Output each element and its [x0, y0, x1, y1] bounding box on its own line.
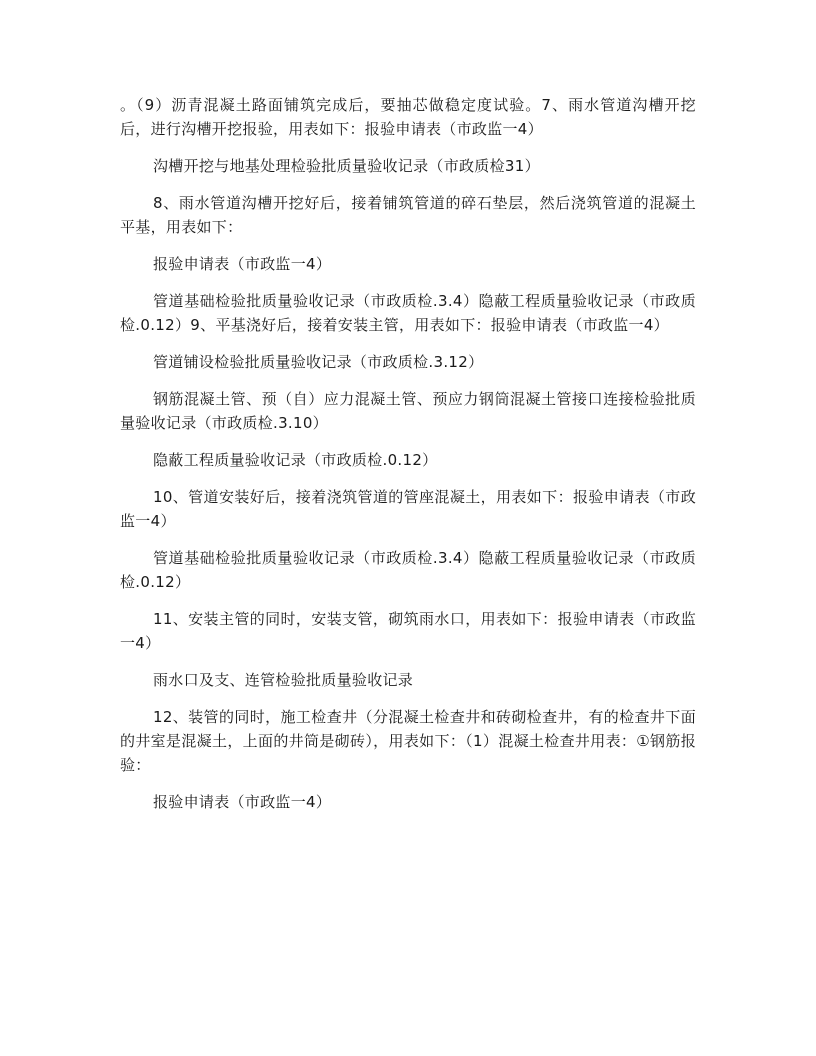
paragraph-foundation-hidden-record: 管道基础检验批质量验收记录（市政质检.3.4）隐蔽工程质量验收记录（市政质检.0.12） [120, 549, 696, 591]
paragraph-asphalt-test: 。（9）沥青混凝土路面铺筑完成后，要抽芯做稳定度试验。7、雨水管道沟槽开挖后，进行沟槽开挖报验，用表如下：报验申请表（市政监一4） [120, 96, 696, 138]
paragraph-pipe-foundation-step-9: 管道基础检验批质量验收记录（市政质检.3.4）隐蔽工程质量验收记录（市政质检.0.12）9、平基浇好后，接着安装主管，用表如下：报验申请表（市政监一4） [120, 292, 696, 334]
paragraph-rain-inlet-record: 雨水口及支、连管检验批质量验收记录 [153, 671, 414, 689]
paragraph-pipe-laying-record: 管道铺设检验批质量验收记录（市政质检.3.12） [153, 353, 484, 371]
paragraph-trench-record: 沟槽开挖与地基处理检验批质量验收记录（市政质检31） [153, 157, 540, 175]
paragraph-step-10: 10、管道安装好后，接着浇筑管道的管座混凝土，用表如下：报验申请表（市政监一4） [120, 488, 696, 530]
paragraph-final-request: 报验申请表（市政监一4） [153, 793, 332, 811]
paragraph-step-11: 11、安装主管的同时，安装支管，砌筑雨水口，用表如下：报验申请表（市政监一4） [120, 610, 696, 652]
paragraph-step-12: 12、装管的同时，施工检查井（分混凝土检查井和砖砌检查井，有的检查井下面的井室是混凝土，上面的井筒是砌砖），用表如下：（1）混凝土检查井用表：①钢筋报验： [120, 708, 696, 774]
paragraph-pipe-joint-record: 钢筋混凝土管、预（自）应力混凝土管、预应力钢筒混凝土管接口连接检验批质量验收记录（市政质检.3.10） [120, 390, 696, 432]
paragraph-hidden-works-record: 隐蔽工程质量验收记录（市政质检.0.12） [153, 451, 438, 469]
document-body [120, 93, 696, 827]
paragraph-step-8: 8、雨水管道沟槽开挖好后，接着铺筑管道的碎石垫层，然后浇筑管道的混凝土平基，用表如下： [120, 194, 696, 236]
paragraph-inspection-request: 报验申请表（市政监一4） [153, 255, 332, 273]
